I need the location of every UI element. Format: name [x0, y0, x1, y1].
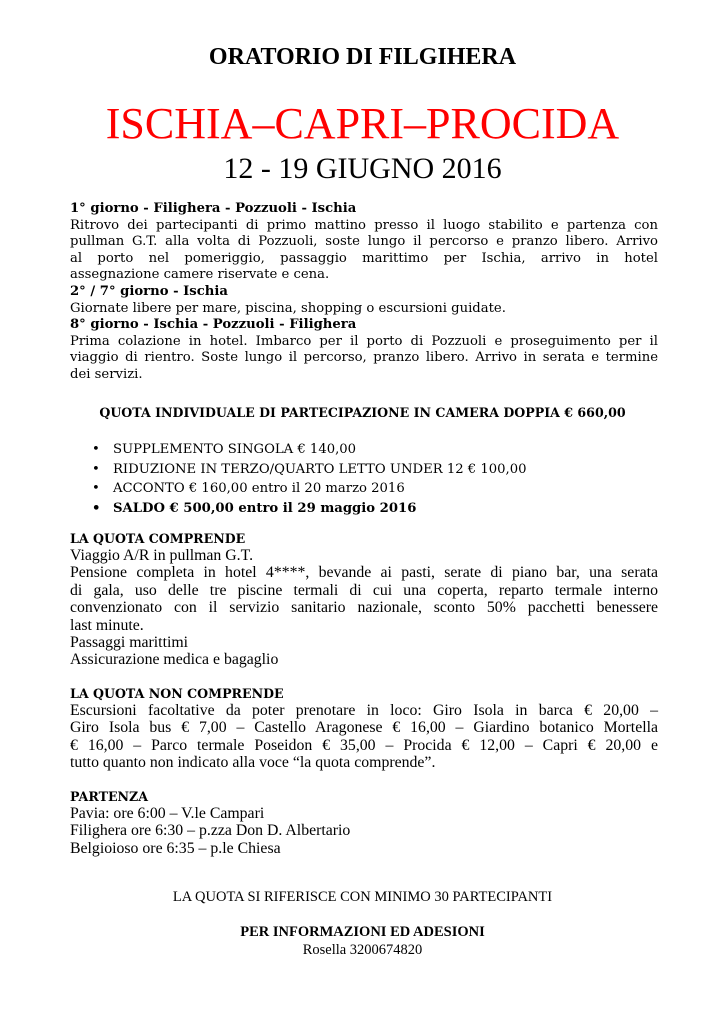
bullet-icon: • — [92, 461, 100, 477]
excludes-heading: LA QUOTA NON COMPRENDE — [70, 686, 284, 701]
excludes-line: tutto quanto non indicato alla voce “la quota comprende”. — [70, 754, 436, 772]
list-item — [92, 499, 527, 519]
includes-section — [70, 530, 658, 669]
day8-line: dei servizi. — [70, 366, 143, 382]
day1-heading: 1° giorno - Filighera - Pozzuoli - Ischia — [70, 201, 357, 216]
includes-line: Passaggi marittimi — [70, 634, 189, 652]
price-item: RIDUZIONE IN TERZO/QUARTO LETTO UNDER 12 € 100,00 — [113, 461, 527, 477]
day1-line: pullman G.T. alla volta di Pozzuoli, soste lungo il percorso e pranzo libero. Arrivo — [70, 234, 658, 250]
excludes-line: Escursioni facoltative da poter prenotare in loco: Giro Isola in barca € 20,00 – — [70, 702, 658, 719]
list-item — [92, 460, 527, 480]
itinerary — [70, 201, 658, 384]
price-item: SUPPLEMENTO SINGOLA € 140,00 — [113, 442, 357, 457]
day1-line: al porto nel pomeriggio, passaggio marittimo per Ischia, arrivo in hotel — [70, 250, 658, 266]
includes-line: Pensione completa in hotel 4****, bevande ai pasti, serate di piano bar, una serata — [70, 564, 658, 582]
price-list — [92, 440, 527, 518]
trip-dates: 12 - 19 GIUGNO 2016 — [223, 152, 502, 185]
day2-heading: 2° / 7° giorno - Ischia — [70, 283, 228, 299]
includes-line: Assicurazione medica e bagaglio — [70, 651, 279, 669]
departure-line: Belgioioso ore 6:35 – p.le Chiesa — [70, 839, 281, 857]
excludes-line: Giro Isola bus € 7,00 – Castello Aragonese € 16,00 – Giardino botanico Mortella — [70, 719, 658, 737]
includes-line: di gala, uso delle tre piscine termali di cui una coperta, reparto termale interno — [70, 581, 658, 599]
departure-heading: PARTENZA — [70, 789, 149, 804]
minimum-participants-note: LA QUOTA SI RIFERISCE CON MINIMO 30 PARTECIPANTI — [172, 889, 553, 905]
includes-line: Viaggio A/R in pullman G.T. — [70, 547, 254, 564]
price-item: SALDO € 500,00 entro il 29 maggio 2016 — [113, 500, 417, 516]
bullet-icon: • — [92, 442, 100, 457]
organization-name: ORATORIO DI FILGIHERA — [208, 44, 517, 70]
info-heading: PER INFORMAZIONI ED ADESIONI — [240, 924, 485, 940]
includes-line: last minute. — [70, 616, 144, 634]
day8-line: viaggio di rientro. Soste lungo il percorso, pranzo libero. Arrivo in serata e termine — [70, 350, 658, 366]
price-quota: QUOTA INDIVIDUALE DI PARTECIPAZIONE IN CAMERA DOPPIA € 660,00 — [99, 405, 626, 420]
bullet-icon: • — [92, 500, 101, 516]
departure-section — [70, 788, 658, 857]
day1-line: assegnazione camere riservate e cena. — [70, 267, 330, 283]
trip-title: ISCHIA–CAPRI–PROCIDA — [105, 99, 620, 148]
day1-line: Ritrovo dei partecipanti di primo mattino presso il luogo stabilito e partenza con — [70, 217, 658, 233]
departure-line: Filighera ore 6:30 – p.zza Don D. Albertario — [70, 822, 351, 840]
list-item — [92, 479, 527, 499]
departure-line: Pavia: ore 6:00 – V.le Campari — [70, 805, 265, 822]
day8-line: Prima colazione in hotel. Imbarco per il porto di Pozzuoli e proseguimento per il — [70, 333, 658, 349]
day8-heading: 8° giorno - Ischia - Pozzuoli - Filighera — [70, 317, 357, 333]
contact-info: Rosella 3200674820 — [302, 942, 423, 958]
day2-line: Giornate libere per mare, piscina, shopping o escursioni guidate. — [70, 300, 506, 316]
excludes-section — [70, 685, 658, 772]
price-item: ACCONTO € 160,00 entro il 20 marzo 2016 — [113, 481, 405, 496]
includes-heading: LA QUOTA COMPRENDE — [70, 531, 246, 546]
excludes-line: € 16,00 – Parco termale Poseidon € 35,00 – Procida € 12,00 – Capri € 20,00 e — [70, 736, 658, 754]
bullet-icon: • — [92, 481, 100, 496]
includes-line: convenzionato con il servizio sanitario nazionale, sconto 50% pacchetti benessere — [70, 599, 658, 617]
list-item — [92, 440, 527, 460]
